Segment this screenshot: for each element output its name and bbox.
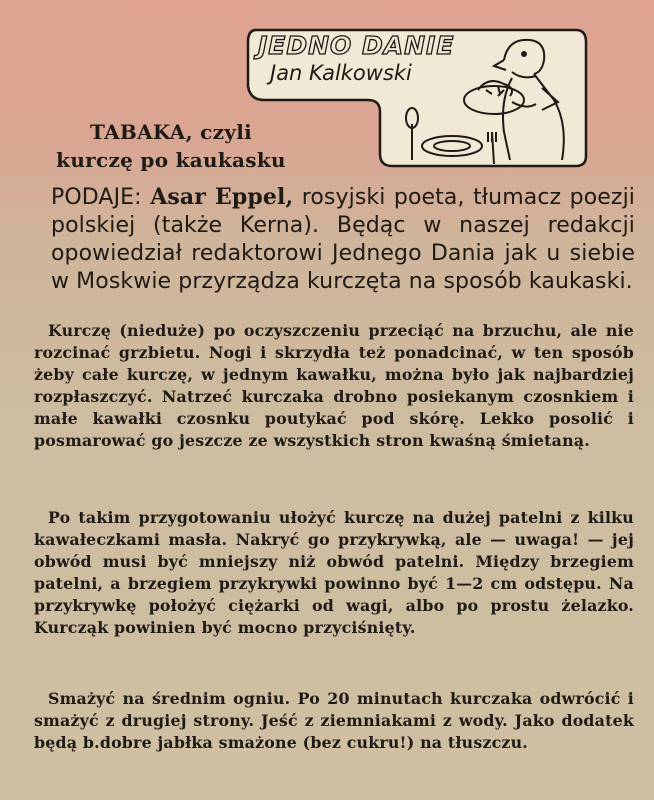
lead-paragraph xyxy=(51,183,635,296)
recipe-paragraph-2: Po takim przygotowaniu ułożyć kurczę na dużej patelni z kilku kawałeczkami masła. Nakryć go przykrywką, ale — uwaga! — jej obwód musi być mniejszy niż obwód patelni. Między brzegiem patelni, a brzegiem przykrywki powinno być 1—2 cm odstępu. Na przykrywkę położyć ciężarki od wagi, albo po prostu żelazko. Kurcząk powinien być mocno przyciśnięty. xyxy=(34,508,634,637)
logo-series-title: JEDNO DANIE xyxy=(258,31,455,60)
lead-prefix: PODAJE: xyxy=(51,185,151,210)
logo-author: Jan Kalkowski xyxy=(270,61,412,85)
title-line-2: kurczę po kaukasku xyxy=(56,148,286,172)
article-title xyxy=(46,118,296,174)
newspaper-clipping xyxy=(2,0,651,800)
recipe-paragraph-3: Smażyć na średnim ogniu. Po 20 minutach kurczaka odwrócić i smażyć z drugiej strony. Jeść z ziemniakami z wody. Jako dodatek będą b.dobre jabłka smażone (bez cukru!) na tłuszczu. xyxy=(34,689,634,752)
recipe-paragraph-1: Kurczę (nieduże) po oczyszczeniu przeciąć na brzuchu, ale nie rozcinać grzbietu. Nogi i skrzydła też ponadcinać, w ten sposób żeby całe kurczę, w jednym kawałku, można było jak najbardziej rozpłaszczyć. Natrzeć kurczaka drobno posiekanym czosnkiem i małe kawałki czosnku poutykać pod skórę. Lekko posolić i posmarować go jeszcze ze wszystkich stron kwaśną śmietaną. xyxy=(34,321,634,450)
lead-text: rosyjski poeta, tłumacz poezji polskiej (także Kerna). Będąc w naszej redakcji opowiedział redaktorowi Jednego Dania jak u siebie w Moskwie przyrządza kurczęta na sposób kaukaski. xyxy=(51,185,635,294)
title-line-1: TABAKA, czyli xyxy=(90,120,252,144)
lead-author-name: Asar Eppel, xyxy=(150,184,294,210)
